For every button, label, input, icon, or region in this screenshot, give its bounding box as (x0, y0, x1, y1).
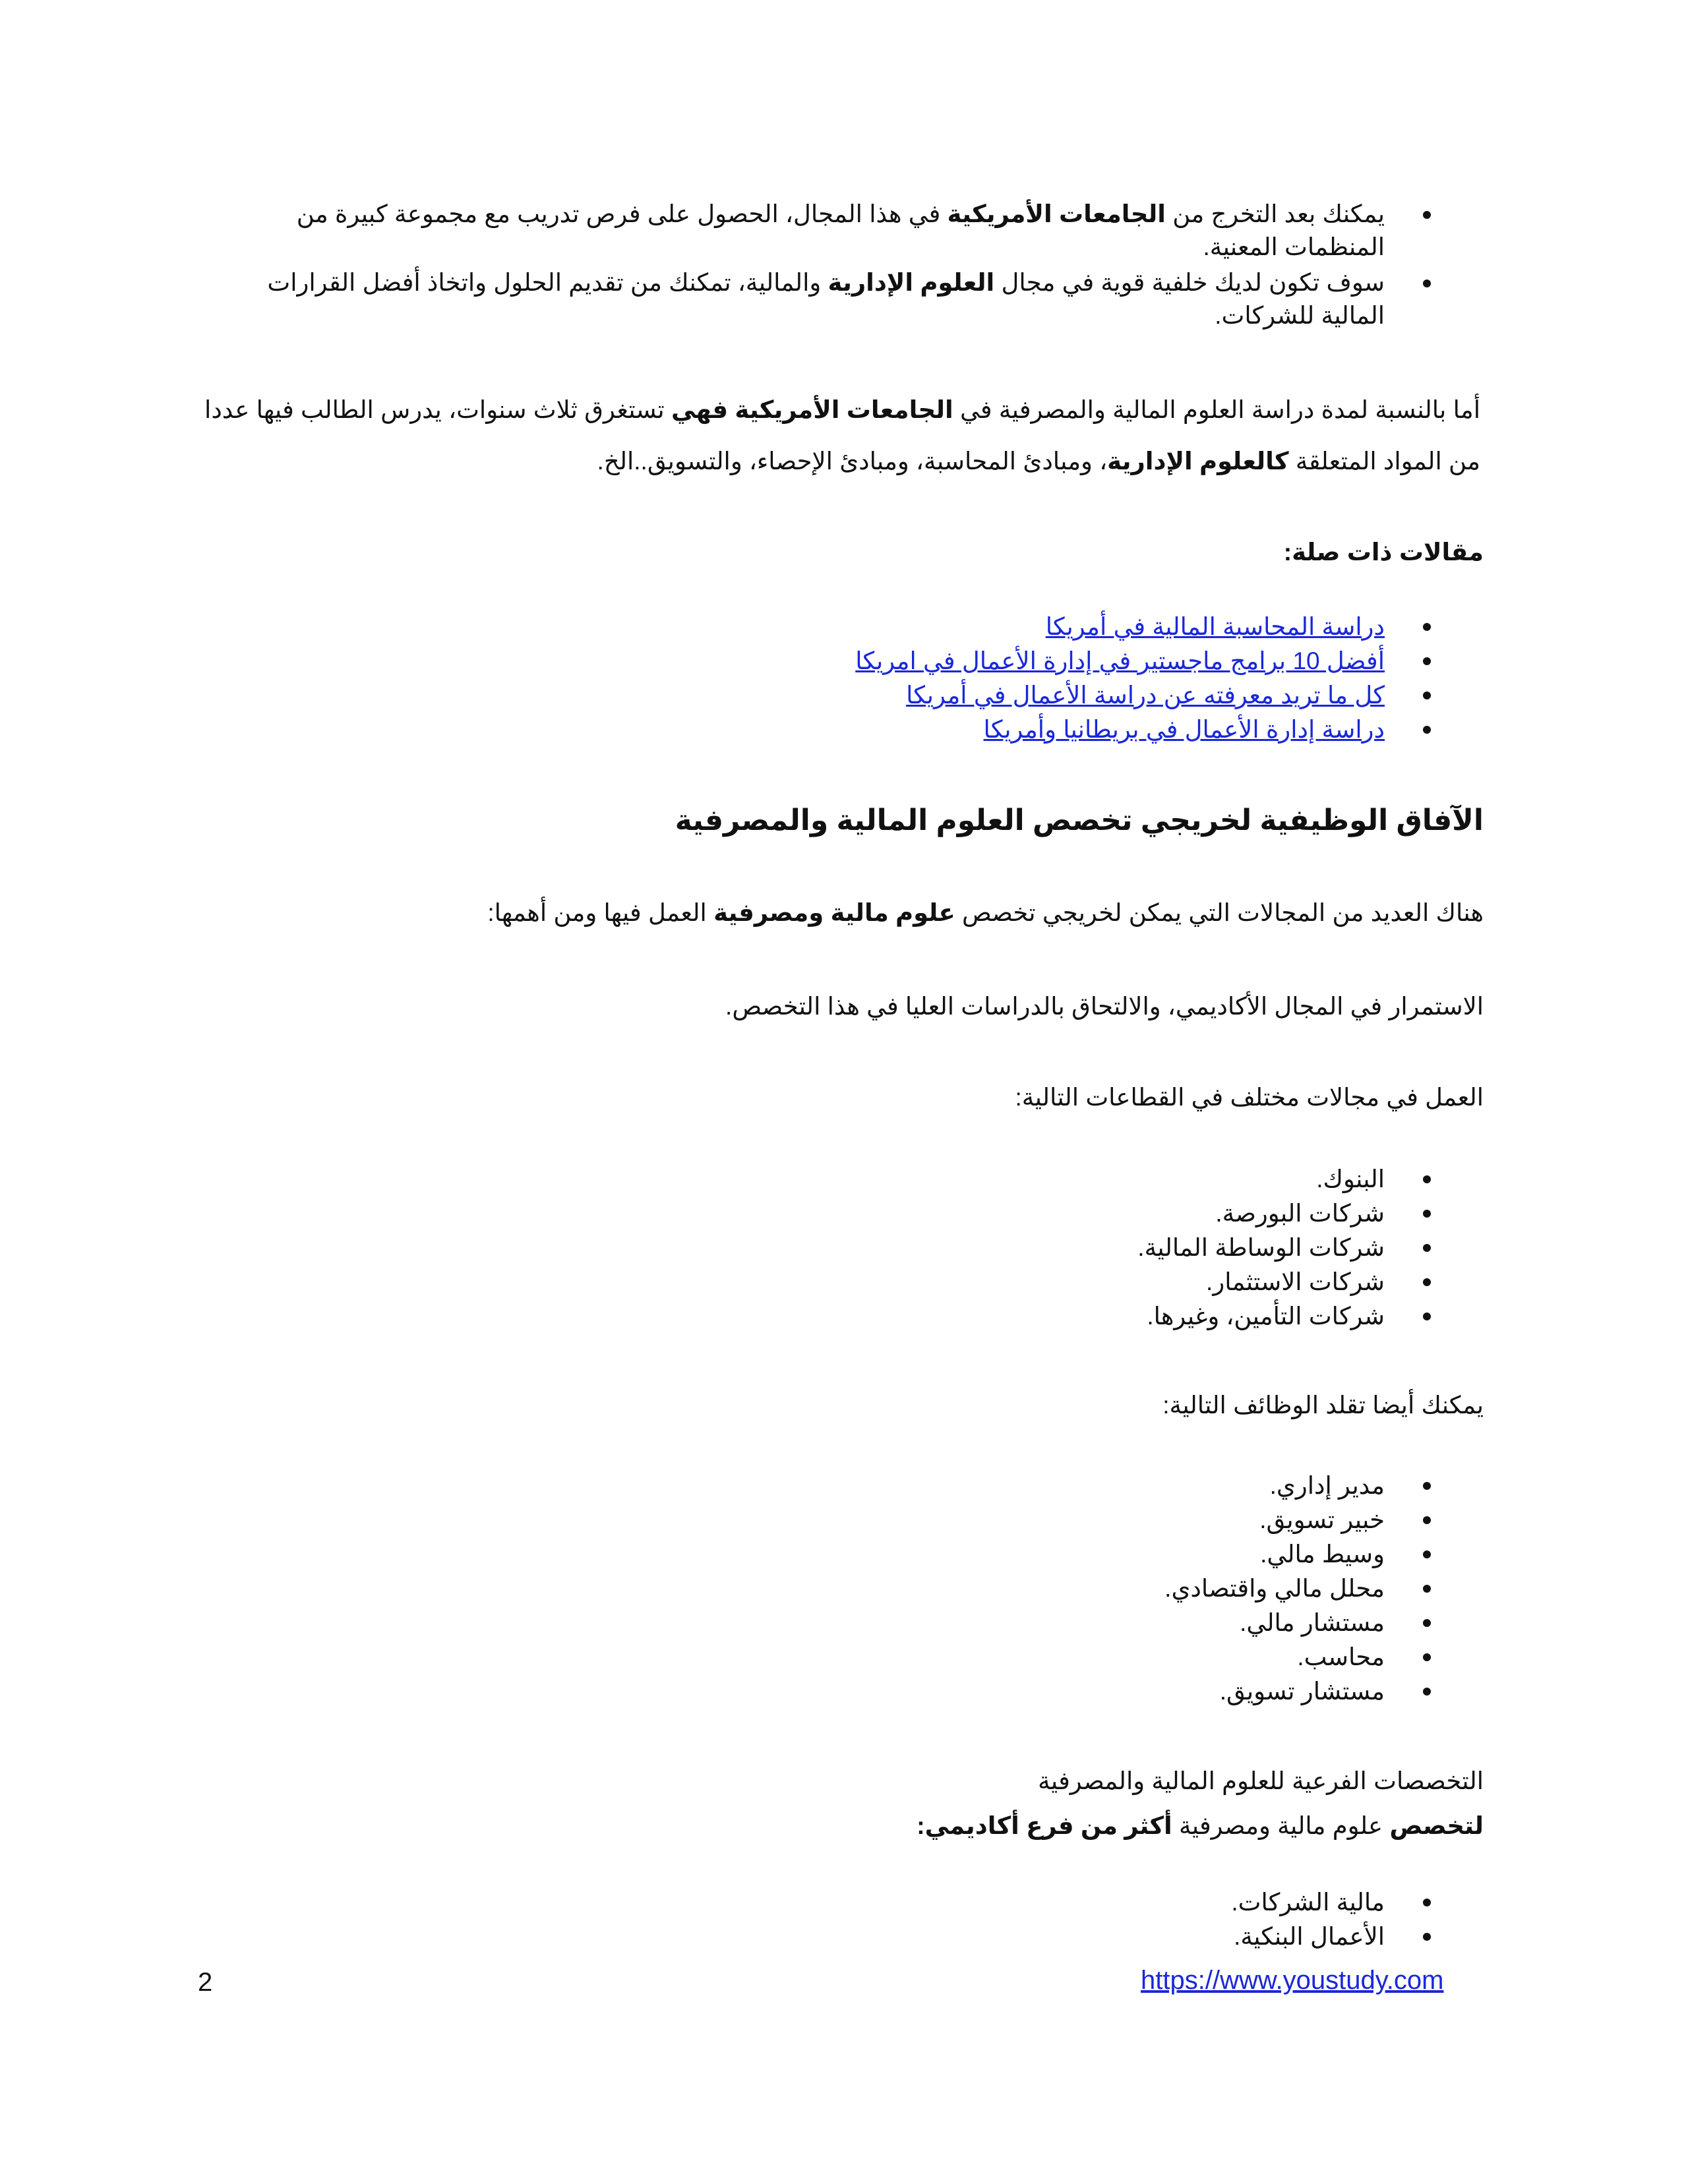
list-item: مالية الشركات. (198, 1885, 1385, 1920)
bullet-icon (1423, 1244, 1431, 1252)
bullet-icon (1423, 1516, 1431, 1524)
bullet-icon (1423, 657, 1431, 665)
bullet-icon (1423, 280, 1431, 287)
list-item: شركات الاستثمار. (198, 1265, 1385, 1299)
duration-paragraph: أما بالنسبة لمدة دراسة العلوم المالية والمصرفية في الجامعات الأمريكية فهي تستغرق ثلاث سنوات، يدرس الطالب فيها عددا من المواد المتعلقة كالعلوم الإدارية، ومبادئ المحاسبة، ومبادئ الإحصاء، والتسويق..الخ. (204, 396, 1480, 475)
list-item (198, 610, 1385, 644)
bullet-icon (1423, 1313, 1431, 1320)
sectors-intro: العمل في مجالات مختلف في القطاعات التالية: (1015, 1084, 1484, 1111)
fields-intro-block (198, 893, 1484, 933)
page-number: 2 (198, 1968, 213, 1997)
list-item: محاسب. (198, 1640, 1385, 1674)
list-item: محلل مالي واقتصادي. (198, 1572, 1385, 1606)
footer-url-link[interactable]: https://www.youstudy.com (1141, 1966, 1444, 1995)
related-links-list (198, 610, 1385, 747)
bullet-icon (1423, 1585, 1431, 1593)
sectors-intro-block (198, 1078, 1484, 1117)
bullet-icon (1423, 211, 1431, 219)
bullet-icon (1423, 1278, 1431, 1286)
related-link-2[interactable]: أفضل 10 برامج ماجستير في إدارة الأعمال في امريكا (855, 647, 1385, 674)
bullet-icon (1423, 1210, 1431, 1218)
list-item (198, 713, 1385, 747)
list-item: الأعمال البنكية. (198, 1920, 1385, 1954)
top-bullet-list (198, 198, 1385, 332)
related-links-section (198, 610, 1484, 747)
list-item: البنوك. (198, 1162, 1385, 1196)
branches-section (198, 1885, 1484, 1954)
bullet-icon (1423, 1688, 1431, 1696)
related-link-3[interactable]: كل ما تريد معرفته عن دراسة الأعمال في أمريكا (906, 682, 1385, 709)
top-bullets-section (198, 198, 1484, 332)
bullet-icon (1423, 1619, 1431, 1627)
list-item (198, 644, 1385, 678)
related-link-1[interactable]: دراسة المحاسبة المالية في أمريكا (1045, 613, 1385, 640)
academic-line: الاستمرار في المجال الأكاديمي، والالتحاق بالدراسات العليا في هذا التخصص. (725, 993, 1484, 1020)
branches-title: التخصصات الفرعية للعلوم المالية والمصرفية (1038, 1767, 1484, 1794)
bold-term: الجامعات الأمريكية (947, 200, 1166, 227)
related-link-4[interactable]: دراسة إدارة الأعمال في بريطانيا وأمريكا (983, 716, 1385, 743)
list-item: سوف تكون لديك خلفية قوية في مجال العلوم الإدارية والمالية، تمكنك من تقديم الحلول واتخاذ أفضل القرارات المالية للشركات. (198, 266, 1385, 332)
bold-term: العلوم الإدارية (828, 269, 995, 296)
branches-list (198, 1885, 1385, 1954)
sectors-list (198, 1162, 1385, 1334)
bullet-icon (1423, 1175, 1431, 1183)
bullet-icon (1423, 1482, 1431, 1490)
bullet-icon (1423, 726, 1431, 734)
sectors-section (198, 1162, 1484, 1334)
branches-intro: لتخصص علوم مالية ومصرفية أكثر من فرع أكاديمي: (917, 1812, 1484, 1839)
list-item: خبير تسويق. (198, 1503, 1385, 1537)
related-heading: مقالات ذات صلة: (1283, 539, 1484, 566)
jobs-intro-block (198, 1386, 1484, 1425)
list-item: شركات البورصة. (198, 1196, 1385, 1231)
list-item: شركات التأمين، وغيرها. (198, 1299, 1385, 1334)
list-item: شركات الوساطة المالية. (198, 1231, 1385, 1265)
list-item: مستشار مالي. (198, 1606, 1385, 1640)
duration-paragraph-block (198, 384, 1480, 487)
section-heading-block (198, 801, 1484, 841)
section-heading: الآفاق الوظيفية لخريجي تخصص العلوم المالية والمصرفية (675, 804, 1484, 837)
jobs-section (198, 1469, 1484, 1709)
list-item: مدير إداري. (198, 1469, 1385, 1503)
academic-line-block (198, 987, 1484, 1026)
fields-intro: هناك العديد من المجالات التي يمكن لخريجي تخصص علوم مالية ومصرفية العمل فيها ومن أهمها: (487, 899, 1484, 926)
branches-block (198, 1759, 1484, 1848)
bullet-icon (1423, 1933, 1431, 1941)
list-item: مستشار تسويق. (198, 1674, 1385, 1709)
bullet-icon (1423, 1550, 1431, 1558)
related-heading-block (198, 533, 1484, 572)
list-item: يمكنك بعد التخرج من الجامعات الأمريكية في هذا المجال، الحصول على فرص تدريب مع مجموعة كبيرة من المنظمات المعنية. (198, 198, 1385, 264)
jobs-intro: يمكنك أيضا تقلد الوظائف التالية: (1162, 1392, 1484, 1419)
bullet-icon (1423, 692, 1431, 699)
bullet-icon (1423, 1899, 1431, 1906)
bullet-icon (1423, 1653, 1431, 1661)
jobs-list (198, 1469, 1385, 1709)
list-item: وسيط مالي. (198, 1537, 1385, 1572)
bullet-icon (1423, 623, 1431, 631)
list-item (198, 678, 1385, 713)
